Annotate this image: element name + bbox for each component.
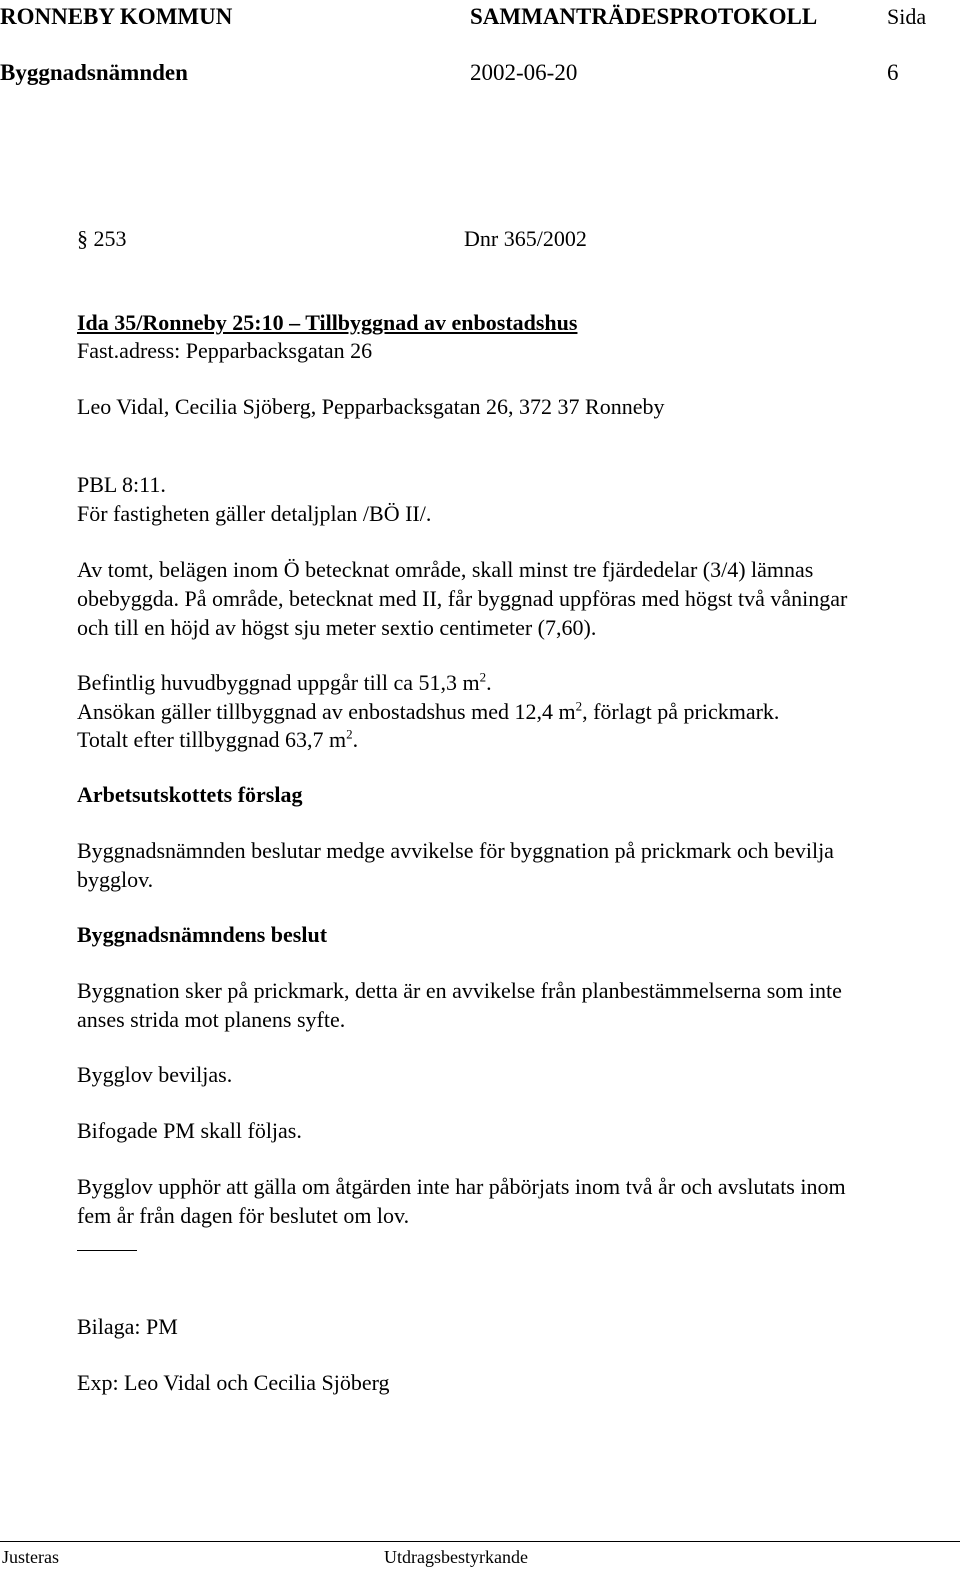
decision-text: anses strida mot planens syfte. [77, 1007, 346, 1032]
permit-granted: Bygglov beviljas. [77, 1062, 233, 1087]
pm-instruction: Bifogade PM skall följas. [77, 1118, 302, 1143]
page-label: Sida [887, 4, 927, 29]
total-area: Totalt efter tillbyggnad 63,7 $m^2$. [77, 726, 359, 752]
detail-plan: För fastigheten gäller detaljplan /BÖ II/. [77, 501, 432, 526]
separator-line [77, 1250, 137, 1251]
doc-type: SAMMANTRÄDESPROTOKOLL [470, 4, 818, 29]
paragraph-number: § 253 [77, 226, 127, 251]
decision-text: Byggnation sker på prickmark, detta är en avvikelse från planbestämmelserna som inte [77, 978, 842, 1003]
attachment: Bilaga: PM [77, 1314, 178, 1339]
permit-expiry: fem år från dagen för beslutet om lov. [77, 1203, 410, 1228]
existing-area: Befintlig huvudbyggnad uppgår till ca 51,3 $m^2$. [77, 669, 492, 695]
committee-name: Byggnadsnämnden [0, 60, 188, 85]
plan-rule-line: Av tomt, belägen inom Ö betecknat område, skall minst tre fjärdedelar (3/4) lämnas [77, 557, 814, 582]
page-number: 6 [887, 60, 899, 85]
distribution: Exp: Leo Vidal och Cecilia Sjöberg [77, 1370, 390, 1395]
footer-justeras: Justeras [2, 1547, 59, 1567]
footer-utdrag: Utdragsbestyrkande [384, 1547, 528, 1567]
extension-area: Ansökan gäller tillbyggnad av enbostadshus med 12,4 $m^2$, förlagt på prickmark. [77, 698, 780, 724]
proposal-text: bygglov. [77, 867, 154, 892]
decision-heading: Byggnadsnämndens beslut [77, 922, 328, 947]
applicants: Leo Vidal, Cecilia Sjöberg, Pepparbacksgatan 26, 372 37 Ronneby [77, 394, 665, 419]
dnr: Dnr 365/2002 [464, 226, 587, 251]
plan-rule-line: och till en höjd av högst sju meter sextio centimeter (7,60). [77, 615, 597, 640]
footer-rule [0, 1541, 960, 1542]
proposal-text: Byggnadsnämnden beslutar medge avvikelse för byggnation på prickmark och bevilja [77, 838, 834, 863]
proposal-heading: Arbetsutskottets förslag [77, 782, 303, 807]
property-address: Fast.adress: Pepparbacksgatan 26 [77, 338, 373, 363]
org-name: RONNEBY KOMMUN [0, 4, 233, 29]
permit-expiry: Bygglov upphör att gälla om åtgärden inte har påbörjats inom två år och avslutats inom [77, 1174, 846, 1199]
plan-rule-line: obebyggda. På område, betecknat med II, får byggnad uppföras med högst två våningar [77, 586, 848, 611]
case-title: Ida 35/Ronneby 25:10 – Tillbyggnad av enbostadshus [77, 310, 578, 335]
meeting-date: 2002-06-20 [470, 60, 578, 85]
pbl-reference: PBL 8:11. [77, 472, 166, 497]
